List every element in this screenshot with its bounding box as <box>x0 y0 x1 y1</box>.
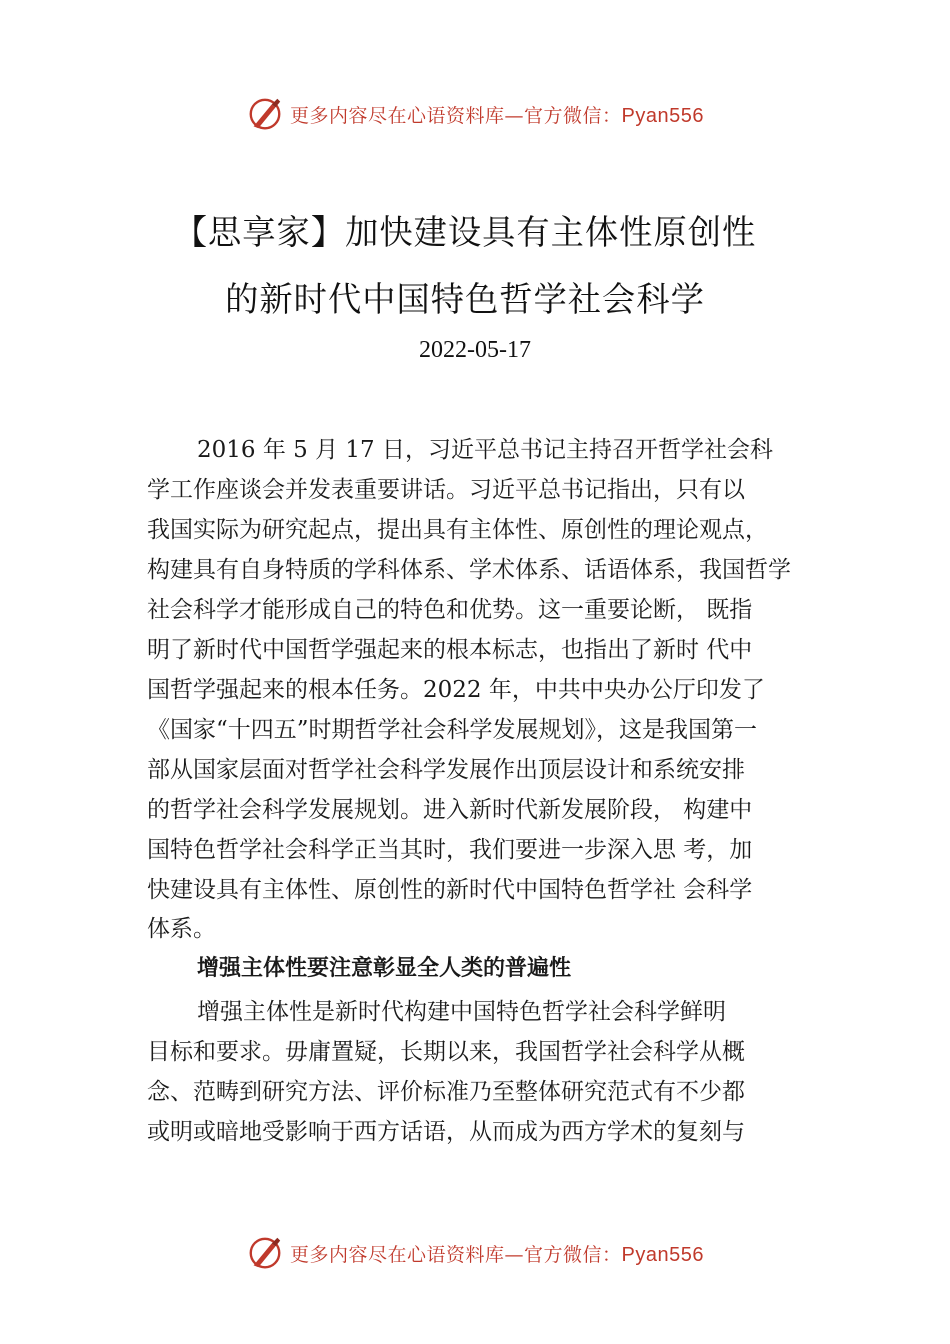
header-banner <box>0 94 950 134</box>
body-line: 构建具有自身特质的学科体系、学术体系、话语体系，我国哲学 <box>147 557 791 583</box>
body-line: 增强主体性是新时代构建中国特色哲学社会科学鲜明 <box>197 999 726 1025</box>
pen-logo-icon <box>246 1234 284 1272</box>
body-line: 念、范畴到研究方法、评价标准乃至整体研究范式有不少都 <box>147 1079 745 1105</box>
body-line: 的哲学社会科学发展规划。进入新时代新发展阶段， 构建中 <box>147 797 753 823</box>
body-line: 《国家“十四五”时期哲学社会科学发展规划》，这是我国第一 <box>147 717 758 743</box>
body-line: 体系。 <box>147 916 216 942</box>
body-line: 我国实际为研究起点，提出具有主体性、原创性的理论观点， <box>147 517 768 543</box>
banner-promo: 更多内容尽在心语资料库—官方微信： <box>290 1243 622 1266</box>
footer-banner <box>0 1233 950 1273</box>
section-heading: 增强主体性要注意彰显全人类的普遍性 <box>197 956 572 981</box>
banner-text <box>290 1240 704 1267</box>
body-line: 学工作座谈会并发表重要讲话。习近平总书记指出，只有以 <box>147 477 745 503</box>
body-line: 国特色哲学社会科学正当其时，我们要进一步深入思 考，加 <box>147 837 753 863</box>
body-line: 明了新时代中国哲学强起来的根本标志，也指出了新时 代中 <box>147 637 753 663</box>
publish-date: 2022-05-17 <box>419 337 531 363</box>
body-line: 社会科学才能形成自己的特色和优势。这一重要论断， 既指 <box>147 597 753 623</box>
banner-wechat-id: Pyan556 <box>621 104 704 127</box>
banner-promo: 更多内容尽在心语资料库—官方微信： <box>290 104 622 127</box>
banner-text <box>290 101 704 128</box>
banner-wechat-id: Pyan556 <box>621 1243 704 1266</box>
body-line: 或明或暗地受影响于西方话语，从而成为西方学术的复刻与 <box>147 1119 745 1145</box>
pen-logo-icon <box>246 95 284 133</box>
body-line: 部从国家层面对哲学社会科学发展作出顶层设计和系统安排 <box>147 757 745 783</box>
title-line-1: 【思享家】加快建设具有主体性原创性 <box>173 213 757 253</box>
body-line: 目标和要求。毋庸置疑，长期以来，我国哲学社会科学从概 <box>147 1039 745 1065</box>
title-line-2: 的新时代中国特色哲学社会科学 <box>225 280 705 320</box>
body-line: 2016 年 5 月 17 日，习近平总书记主持召开哲学社会科 <box>197 437 773 463</box>
body-line: 快建设具有主体性、原创性的新时代中国特色哲学社 会科学 <box>147 877 753 903</box>
body-line: 国哲学强起来的根本任务。2022 年，中共中央办公厅印发了 <box>147 677 765 703</box>
